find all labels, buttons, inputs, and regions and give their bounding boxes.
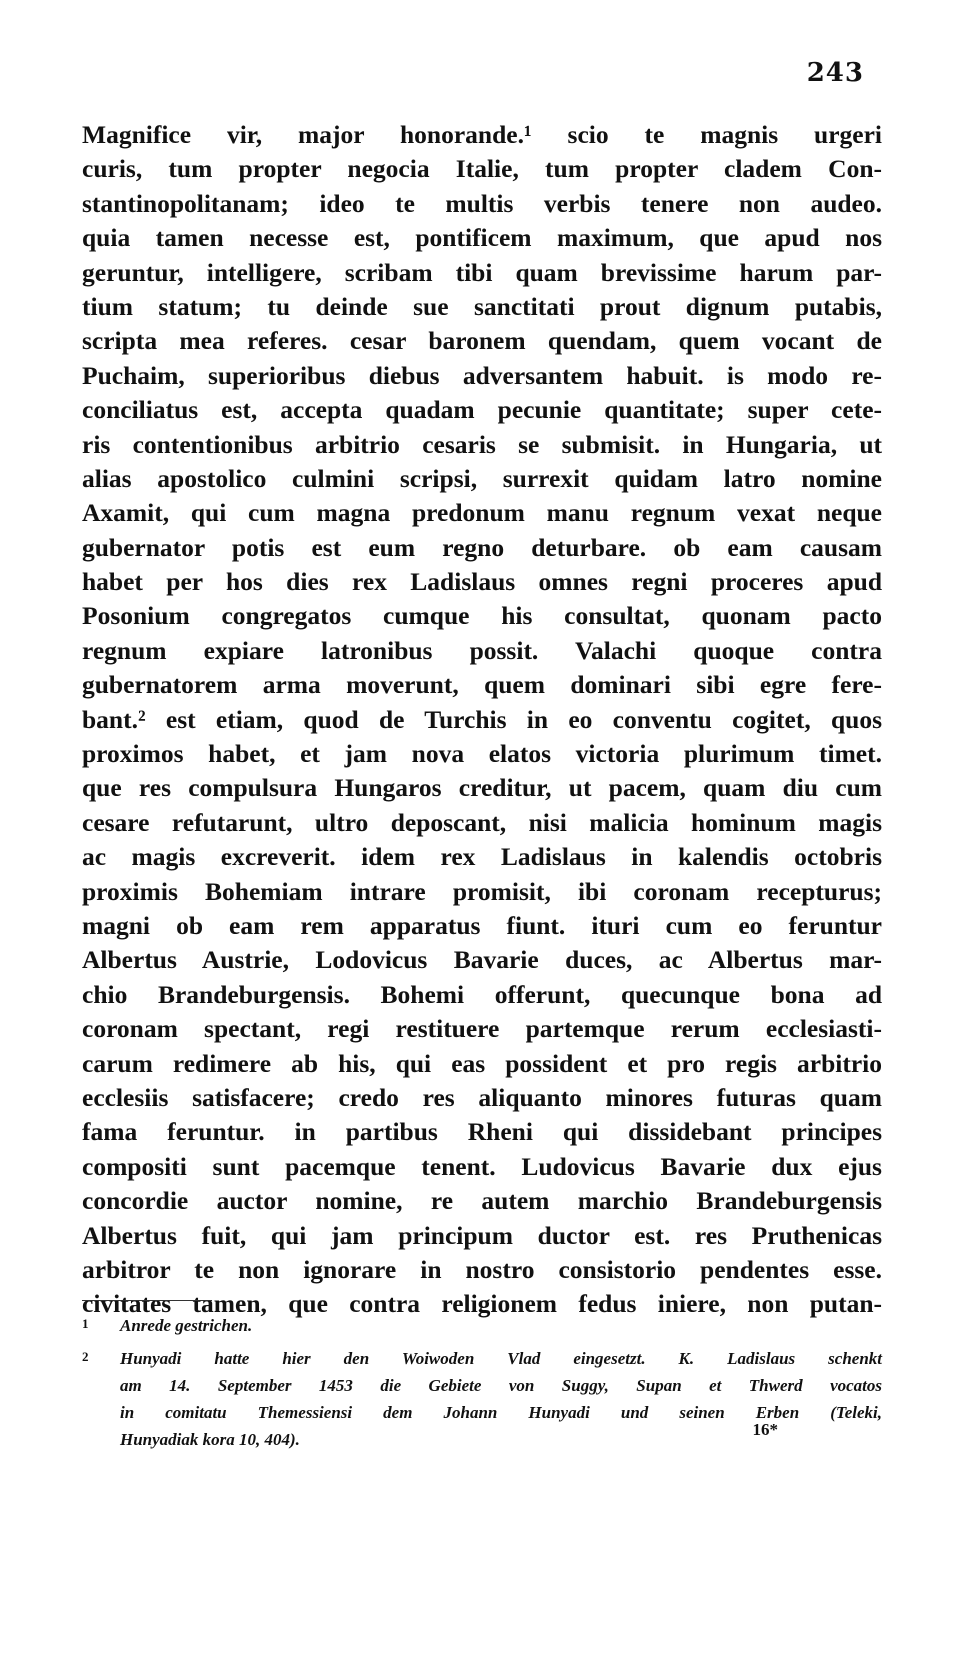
footnote-1 [82, 1312, 882, 1339]
footnote-mark: 1 [82, 1316, 89, 1331]
text-line: habet per hos dies rex Ladislaus omnes regni proceres apud [82, 567, 882, 597]
text-line: alias apostolico culmini scripsi, surrexit quidam latro nomine [82, 463, 882, 493]
signature-mark: 16* [752, 1420, 778, 1439]
footnote-line: Hunyadi hatte hier den Woiwoden Vlad eingesetzt. K. Ladislaus schenkt [120, 1349, 882, 1368]
text-line: quia tamen necesse est, pontificem maximum, que apud nos [82, 223, 882, 253]
text-line: bant.² est etiam, quod de Turchis in eo conventu cogitet, quos [82, 704, 882, 734]
footnote-line: Hunyadiak kora 10, 404). [120, 1430, 300, 1449]
text-line: que res compulsura Hungaros creditur, ut pacem, quam diu cum [82, 773, 882, 803]
text-line: Puchaim, superioribus diebus adversantem habuit. is modo re- [82, 360, 882, 390]
text-line: stantinopolitanam; ideo te multis verbis tenere non audeo. [82, 188, 882, 218]
text-line: ac magis excreverit. idem rex Ladislaus in kalendis octobris [82, 842, 882, 872]
text-line: carum redimere ab his, qui eas possident et pro regis arbitrio [82, 1048, 882, 1078]
text-line: regnum expiare latronibus possit. Valachi quoque contra [82, 635, 882, 665]
text-line: Posonium congregatos cumque his consultat, quonam pacto [82, 601, 882, 631]
body-text [82, 118, 882, 1322]
text-line: proximos habet, et jam nova elatos victoria plurimum timet. [82, 739, 882, 769]
text-line: civitates tamen, que contra religionem fedus iniere, non putan- [82, 1289, 882, 1319]
text-line: coronam spectant, regi restituere partemque rerum ecclesiasti- [82, 1014, 882, 1044]
text-line: concordie auctor nomine, re autem marchio Brandeburgensis [82, 1186, 882, 1216]
text-line: fama feruntur. in partibus Rheni qui dissidebant principes [82, 1117, 882, 1147]
text-line: conciliatus est, accepta quadam pecunie quantitate; super cete- [82, 395, 882, 425]
text-line: proximis Bohemiam intrare promisit, ibi coronam recepturus; [82, 876, 882, 906]
text-line: Axamit, qui cum magna predonum manu regnum vexat neque [82, 498, 882, 528]
text-line: compositi sunt pacemque tenent. Ludovicus Bavarie dux ejus [82, 1151, 882, 1181]
text-line: ecclesiis satisfacere; credo res aliquanto minores futuras quam [82, 1082, 882, 1112]
text-line: tium statum; tu deinde sue sanctitati prout dignum putabis, [82, 291, 882, 321]
footnote-mark: 2 [82, 1349, 89, 1364]
text-line: gubernatorem arma moverunt, quem dominari sibi egre fere- [82, 670, 882, 700]
text-line: Magnifice vir, major honorande.¹ scio te magnis urgeri [82, 120, 882, 149]
page-number: 243 [806, 58, 864, 88]
text-line: cesare refutarunt, ultro deposcant, nisi malicia hominum magis [82, 807, 882, 837]
text-line: Albertus Austrie, Lodovicus Bavarie duces, ac Albertus mar- [82, 945, 882, 975]
text-line: curis, tum propter negocia Italie, tum propter cladem Con- [82, 154, 882, 184]
footnote-line: in comitatu Themessiensi dem Johann Hunyadi und seinen Erben (Teleki, [120, 1403, 882, 1422]
text-line: Albertus fuit, qui jam principum ductor est. res Pruthenicas [82, 1220, 882, 1250]
footnote-line: am 14. September 1453 die Gebiete von Suggy, Supan et Thwerd vocatos [120, 1376, 882, 1395]
footnote-line: Anrede gestrichen. [120, 1316, 253, 1335]
text-line: chio Brandeburgensis. Bohemi offerunt, quecunque bona ad [82, 979, 882, 1009]
text-line: arbitror te non ignorare in nostro consistorio pendentes esse. [82, 1254, 882, 1284]
text-line: gubernator potis est eum regno deturbare. ob eam causam [82, 532, 882, 562]
text-line: scripta mea referes. cesar baronem quendam, quem vocant de [82, 326, 882, 356]
text-line: ris contentionibus arbitrio cesaris se submisit. in Hungaria, ut [82, 429, 882, 459]
text-line: geruntur, intelligere, scribam tibi quam brevissime harum par- [82, 257, 882, 287]
text-line: magni ob eam rem apparatus fiunt. ituri cum eo feruntur [82, 910, 882, 940]
footnote-divider [82, 1300, 212, 1301]
